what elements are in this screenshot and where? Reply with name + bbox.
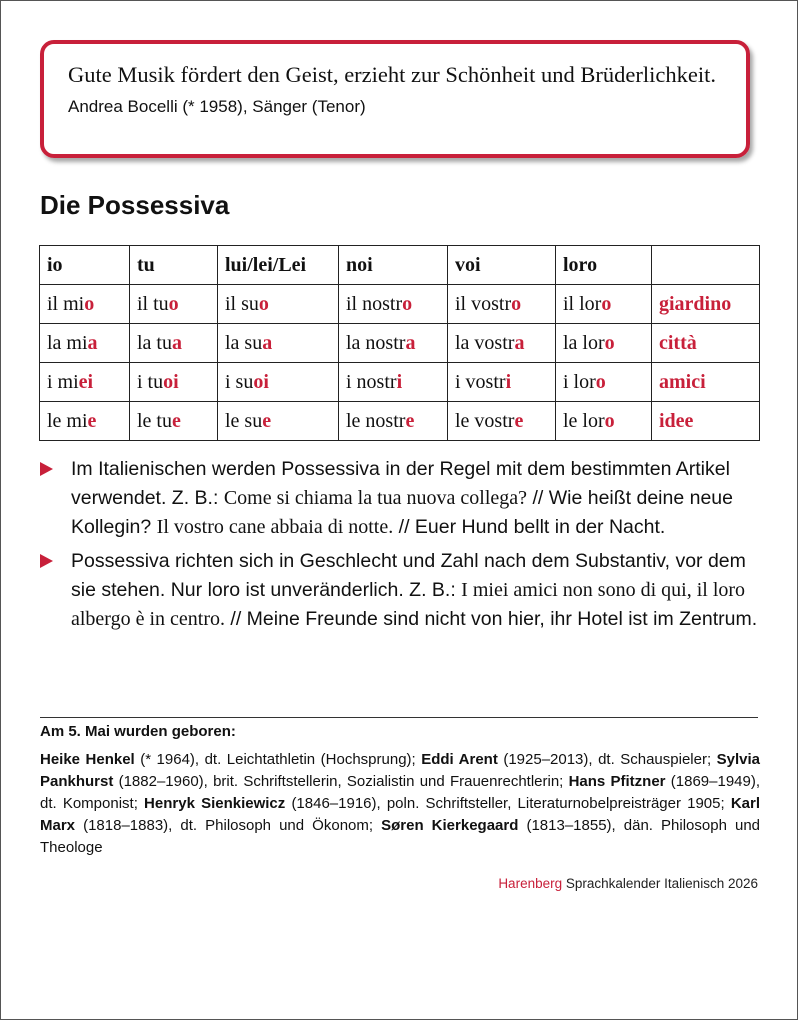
quote-author: Andrea Bocelli (* 1958), Sänger (Tenor)	[68, 97, 366, 116]
cell-stem: il mi	[47, 292, 85, 315]
header-cell-empty	[652, 246, 760, 285]
header-cell: loro	[556, 246, 652, 285]
person-name: Hans Pfitzner	[568, 773, 666, 790]
cell-ending: o	[601, 292, 612, 315]
person-name: Heike Henkel	[40, 751, 135, 768]
cell-ending: o	[168, 292, 179, 315]
table-cell	[448, 402, 556, 441]
cell-ending: a	[405, 331, 416, 354]
cell-stem: la mi	[47, 331, 88, 354]
table-cell	[448, 324, 556, 363]
cell-ending: i	[505, 370, 512, 393]
cell-stem: il vostr	[455, 292, 512, 315]
table-cell	[339, 363, 448, 402]
cell-stem: i nostr	[346, 370, 397, 393]
quote-text: Gute Musik fördert den Geist, erzieht zur Schönheit und Brüderlichkeit.	[68, 62, 716, 87]
cell-stem: il lor	[563, 292, 602, 315]
person-info: (1869–1949), dt. Komponist;	[40, 773, 761, 812]
cell-stem: le nostr	[346, 409, 406, 432]
table-cell	[130, 363, 218, 402]
table-cell	[130, 324, 218, 363]
cell-stem: il tu	[137, 292, 169, 315]
divider	[40, 717, 758, 718]
cell-stem: la lor	[563, 331, 605, 354]
cell-ending: i	[396, 370, 403, 393]
cell-stem: le lor	[563, 409, 605, 432]
cell-ending: o	[402, 292, 413, 315]
born-heading: Am 5. Mai wurden geboren:	[40, 723, 236, 740]
table-cell	[218, 324, 339, 363]
person-name: Henryk Sienkiewicz	[144, 795, 286, 812]
table-cell	[40, 324, 130, 363]
cell-stem: la su	[225, 331, 263, 354]
person-info: (1846–1916), poln. Schriftsteller, Literaturnobelpreisträger 1905;	[285, 795, 731, 812]
table-cell	[556, 402, 652, 441]
person-name: Søren Kierkegaard	[381, 817, 519, 834]
cell-ending: o	[595, 370, 606, 393]
italian-example: Il vostro cane abbaia di notte.	[156, 516, 394, 538]
cell-ending: ei	[78, 370, 94, 393]
cell-ending: a	[262, 331, 273, 354]
cell-ending: o	[258, 292, 269, 315]
cell-stem: le su	[225, 409, 263, 432]
bullet-text: Possessiva richten sich in Geschlecht und Zahl nach dem Substantiv, vor dem sie stehen. Nur loro ist unveränderlich. Z. B.:	[71, 550, 746, 601]
quote-box	[40, 40, 750, 158]
bullet-list	[40, 455, 760, 639]
header-cell: noi	[339, 246, 448, 285]
cell-ending: o	[84, 292, 95, 315]
cell-stem: le tu	[137, 409, 172, 432]
noun-cell: città	[652, 324, 760, 363]
table-cell	[218, 285, 339, 324]
bullet-item	[40, 547, 760, 634]
cell-stem: la tu	[137, 331, 172, 354]
person-info: (1882–1960), brit. Schriftstellerin, Sozialistin und Frauenrechtlerin;	[113, 773, 569, 790]
person-name: Sylvia Pankhurst	[40, 751, 761, 790]
noun-cell: giardino	[652, 285, 760, 324]
table-cell	[339, 285, 448, 324]
bullet-text: // Euer Hund bellt in der Nacht.	[393, 516, 666, 538]
table-cell	[556, 324, 652, 363]
triangle-bullet-icon	[40, 554, 53, 568]
table-cell	[40, 285, 130, 324]
italian-example: I miei amici non sono di qui, il loro albergo è in centro.	[71, 579, 746, 630]
cell-stem: i su	[225, 370, 254, 393]
cell-ending: a	[172, 331, 182, 354]
cell-ending: oi	[253, 370, 269, 393]
table-cell	[40, 402, 130, 441]
footer	[498, 876, 758, 891]
cell-ending: oi	[163, 370, 179, 393]
bullet-text: Im Italienischen werden Possessiva in der Regel mit dem bestimmten Artikel verwendet. Z. B.:	[71, 458, 730, 509]
cell-ending: a	[514, 331, 525, 354]
cell-stem: le vostr	[455, 409, 515, 432]
table-cell	[218, 363, 339, 402]
table-cell	[339, 324, 448, 363]
table-row	[40, 363, 760, 402]
cell-stem: i mi	[47, 370, 79, 393]
possessive-table	[39, 245, 760, 441]
person-name: Eddi Arent	[421, 751, 498, 768]
table-cell	[448, 285, 556, 324]
cell-stem: i vostr	[455, 370, 506, 393]
cell-stem: le mi	[47, 409, 88, 432]
cell-stem: il nostr	[346, 292, 403, 315]
footer-brand: Harenberg	[498, 876, 563, 891]
cell-stem: i lor	[563, 370, 596, 393]
footer-title: Sprachkalender Italienisch 2026	[562, 876, 758, 891]
triangle-bullet-icon	[40, 462, 53, 476]
born-list	[40, 749, 760, 859]
table-cell	[218, 402, 339, 441]
italian-example: Come si chiama la tua nuova collega?	[223, 487, 528, 509]
table-cell	[130, 402, 218, 441]
person-info: (1818–1883), dt. Philosoph und Ökonom;	[75, 817, 382, 834]
noun-cell: amici	[652, 363, 760, 402]
person-info: (1813–1855), dän. Philosoph und Theologe	[40, 817, 761, 856]
cell-ending: o	[604, 409, 615, 432]
bullet-text: // Meine Freunde sind nicht von hier, ihr Hotel ist im Zentrum.	[225, 608, 758, 630]
header-cell: tu	[130, 246, 218, 285]
cell-ending: e	[405, 409, 415, 432]
cell-ending: o	[511, 292, 522, 315]
person-info: (1925–2013), dt. Schauspieler;	[497, 751, 717, 768]
cell-ending: e	[172, 409, 181, 432]
table-cell	[130, 285, 218, 324]
cell-ending: e	[262, 409, 272, 432]
table-row	[40, 324, 760, 363]
table-row	[40, 402, 760, 441]
table-cell	[556, 285, 652, 324]
cell-ending: o	[604, 331, 615, 354]
table-cell	[339, 402, 448, 441]
cell-stem: i tu	[137, 370, 164, 393]
header-cell: voi	[448, 246, 556, 285]
bullet-item	[40, 455, 760, 542]
table-header-row	[40, 246, 760, 285]
table-cell	[448, 363, 556, 402]
header-cell: io	[40, 246, 130, 285]
cell-ending: e	[514, 409, 524, 432]
cell-stem: la vostr	[455, 331, 515, 354]
person-info: (* 1964), dt. Leichtathletin (Hochsprung);	[134, 751, 422, 768]
person-name: Karl Marx	[40, 795, 761, 834]
cell-ending: a	[87, 331, 98, 354]
bullet-text: // Wie heißt deine neue Kollegin?	[71, 487, 733, 538]
header-cell: lui/lei/Lei	[218, 246, 339, 285]
table-row	[40, 285, 760, 324]
page-title: Die Possessiva	[40, 190, 230, 220]
cell-stem: il su	[225, 292, 259, 315]
table-cell	[556, 363, 652, 402]
table-cell	[40, 363, 130, 402]
cell-stem: la nostr	[346, 331, 406, 354]
noun-cell: idee	[652, 402, 760, 441]
cell-ending: e	[87, 409, 97, 432]
